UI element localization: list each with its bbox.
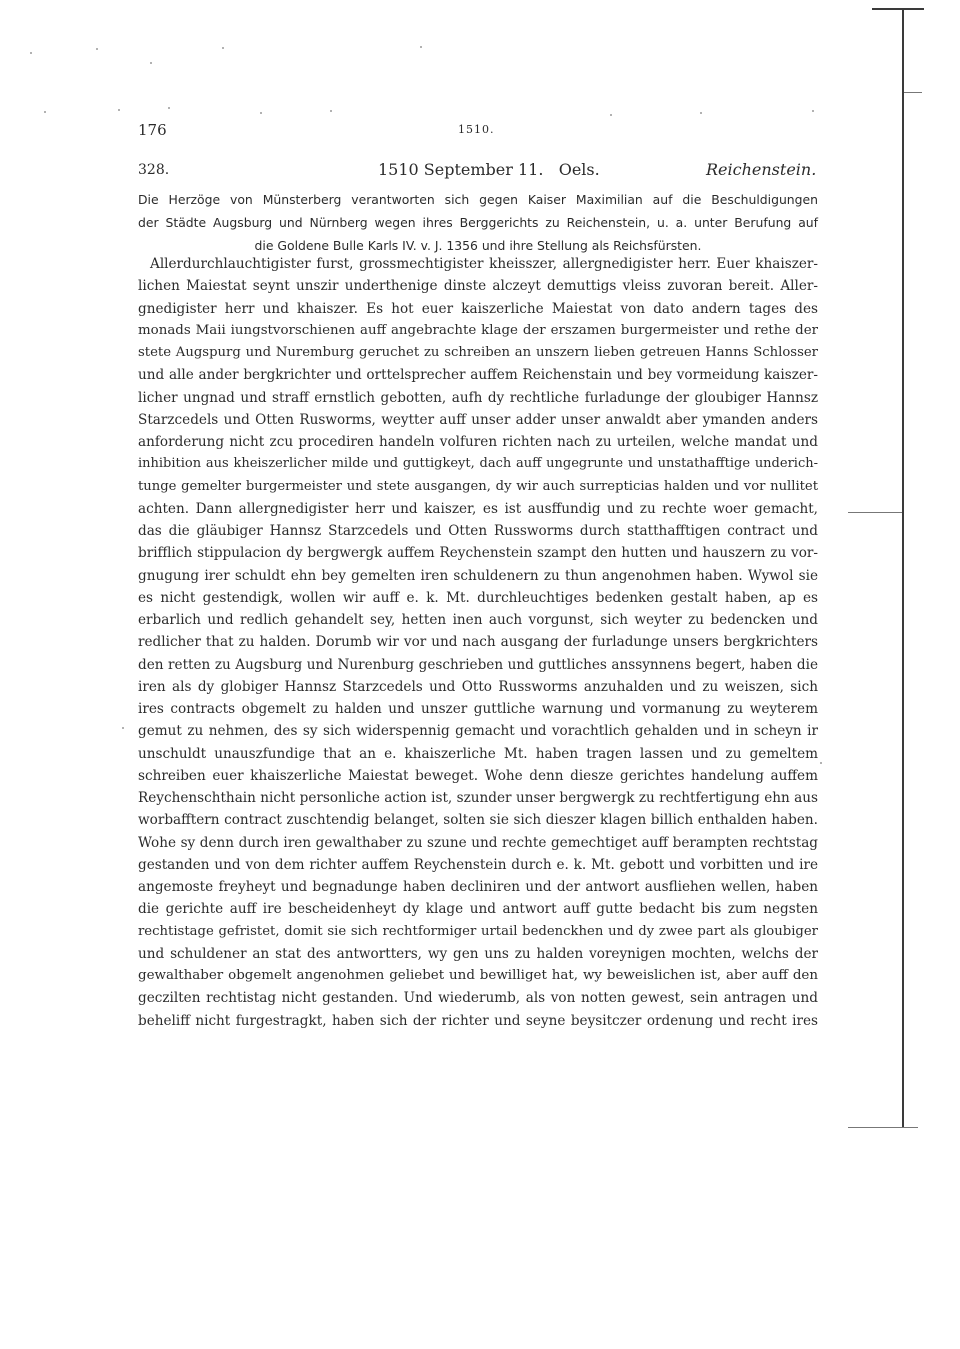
body-line: redlicher that zu halden. Dorumb wir vor und nach ausgang der furladunge unsers bergkrichters bbox=[138, 634, 818, 651]
body-line: unschuldt unauszfundige that an e. khaiszerliche Mt. haben tragen lassen und zu gemeltem bbox=[138, 745, 818, 762]
binding-edge-top bbox=[872, 8, 924, 10]
body-line: monads Maii iungstvorschienen auff angebrachte klage der erszamen burgermeister und rethe der bbox=[138, 322, 818, 338]
scan-speck bbox=[260, 112, 262, 114]
body-line: anforderung nicht zcu procediren handeln volfuren richten nach zu urteilen, welche mandat und bbox=[138, 434, 818, 450]
document-body bbox=[138, 253, 818, 1032]
body-line: und alle ander bergkrichter und orttelsprecher auffem Reichenstain und bey vormeidung kaiszer- bbox=[138, 367, 818, 384]
summary-line: die Goldene Bulle Karls IV. v. J. 1356 und ihre Stellung als Reichsfürsten. bbox=[254, 238, 702, 253]
scan-speck bbox=[222, 47, 224, 49]
body-line: beheliff nicht furgestragkt, haben sich der richter und seyne beysitczer ordenung und recht ires bbox=[138, 1012, 818, 1029]
body-line: und schuldener an stat des antwortters, wy gen uns zu halden voreynigen mochten, welchs der bbox=[138, 945, 818, 962]
scan-speck bbox=[700, 112, 702, 114]
document-summary bbox=[138, 188, 818, 257]
body-line: brifflich stippulacion dy bergwergk auffem Reychenstein szampt den hutten und hauszern zu vor- bbox=[138, 545, 818, 562]
body-line: den retten zu Augsburg und Nurenburg geschrieben und guttliches anssynnens begert, haben die bbox=[138, 656, 818, 673]
document-number: 328. bbox=[138, 162, 170, 178]
body-line: Starzcedels und Otten Rusworms, weytter auff unser adder unser anwaldt aber ymanden anders bbox=[138, 411, 818, 428]
body-line: stete Augspurg und Nuremburg geruchet zu schreiben an unszern lieben getreuen Hanns Schlosser bbox=[138, 345, 818, 360]
scan-speck bbox=[118, 109, 120, 111]
summary-line: der Städte Augsburg und Nürnberg wegen ihres Berggerichts zu Reichenstein, u. a. unter Berufung auf bbox=[138, 215, 818, 230]
body-line: lichen Maiestat seynt unszir underthenige dinste alczeyt demuttigs vleiss zuvoran bereit. Aller- bbox=[138, 278, 818, 295]
scan-speck bbox=[30, 52, 32, 54]
scan-speck bbox=[96, 48, 98, 50]
margin-tick bbox=[848, 512, 902, 513]
body-line: schreiben euer khaiszerliche Maiestat beweget. Wohe denn diesze gerichtes handelung auffem bbox=[138, 767, 818, 784]
scan-speck bbox=[420, 46, 422, 48]
scan-speck bbox=[44, 111, 46, 113]
body-line: licher ungnad und straff ernstlich gebotten, aufh dy rechtliche furladunge der gloubiger Hannsz bbox=[138, 389, 818, 406]
scan-speck bbox=[168, 107, 170, 109]
body-line: gestanden und von dem richter auffem Reychenstein durch e. k. Mt. gebott und vorbitten und ire bbox=[138, 856, 818, 873]
running-header-year: 1510. bbox=[458, 123, 495, 136]
body-line: erbarlich und redlich gehandelt sey, hetten inen auch vorgunst, sich weyter zu bedencken und bbox=[138, 612, 818, 628]
margin-tick bbox=[904, 92, 922, 93]
body-line: achten. Dann allergnedigister herr und kaiszer, es ist ausffundig und zu rechte woer gemacht, bbox=[138, 500, 818, 517]
body-line: tunge gemelter burgermeister und stete ausgangen, dy wir auch surrepticias halden und vor nullitet bbox=[138, 478, 818, 494]
body-line: es nicht gestendigk, wollen wir auff e. k. Mt. durchleuchtiges bedenken gestalt haben, ap es bbox=[138, 589, 818, 606]
body-line: iren als dy globiger Hannsz Starzcedels und Otto Russworms anzuhalden und zu weiszen, sich bbox=[138, 678, 818, 695]
body-line: angemoste freyheyt und begnadunge haben decliniren und der antwort ausfliehen wellen, haben bbox=[138, 879, 818, 895]
scan-speck bbox=[150, 62, 152, 64]
body-line: gnedigister herr und khaiszer. Es hot euer kaiszerliche Maiestat von dato andern tages des bbox=[138, 300, 818, 317]
body-line: gemut zu nehmen, des sy sich widerspennig gemacht und vorachtlich gehalden und in scheyn ir bbox=[138, 723, 818, 740]
scan-speck bbox=[820, 762, 822, 764]
body-line: Reychenschthain nicht personliche action ist, szunder unser bergwergk zu rechtfertigung ehn aus bbox=[138, 790, 818, 806]
body-line: gnugung irer schuldt ehn bey gemelten iren schuldenern zu thun angenohmen haben. Wywol sie bbox=[138, 567, 818, 584]
page-number: 176 bbox=[138, 121, 167, 139]
scan-speck bbox=[122, 727, 124, 729]
scan-speck bbox=[610, 114, 612, 116]
margin-tick bbox=[848, 1127, 918, 1128]
body-line: die gerichte auff ire bescheidenheyt dy klage und antwort auff gutte bedacht bis zum negsten bbox=[138, 901, 818, 918]
scan-speck bbox=[812, 110, 814, 112]
body-line: Wohe sy denn durch iren gewalthaber zu szune und rechte gemechtiget auff berampten rechtstag bbox=[138, 834, 818, 851]
body-line: inhibition aus kheiszerlicher milde und guttigkeyt, dach auff ungegrunte und unstathafftige underich- bbox=[138, 456, 818, 472]
binding-edge bbox=[902, 8, 904, 1128]
document-date: 1510 September 11. Oels. bbox=[378, 160, 600, 179]
document-place: Reichenstein. bbox=[706, 160, 817, 179]
body-line: ires contracts obgemelt zu halden und unszer guttliche warnung und vormanung zu weyterem bbox=[138, 701, 818, 717]
body-line: rechtistage gefristet, domit sie sich rechtformiger urtail bedenckhen und dy zwee part als gloubiger bbox=[138, 923, 818, 939]
summary-line: Die Herzöge von Münsterberg verantworten sich gegen Kaiser Maximilian auf die Beschuldigungen bbox=[138, 192, 818, 207]
body-line: das die gläubiger Hannsz Starzcedels und Otten Russworms durch statthafftigen contract und bbox=[138, 523, 818, 539]
body-line: gewalthaber obgemelt angenohmen geliebet und bewilliget hat, wy beweislichen ist, aber auff den bbox=[138, 968, 818, 983]
body-line: worbafftern contract zuschtendig belanget, solten sie sich dieszer klagen billich enthalden haben. bbox=[138, 812, 818, 829]
body-line: geczilten rechtistag nicht gestanden. Und wiederumb, als von notten gewest, sein antragen und bbox=[138, 990, 818, 1007]
body-line: Allerdurchlauchtigister furst, grossmechtigister kheisszer, allergnedigister herr. Euer khaiszer- bbox=[150, 256, 818, 272]
scan-speck bbox=[330, 110, 332, 112]
